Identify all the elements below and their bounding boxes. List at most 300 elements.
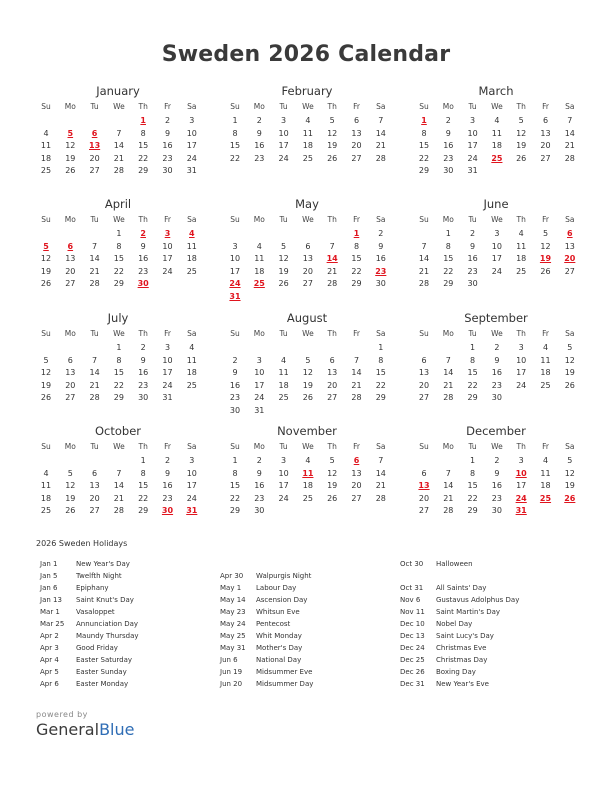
calendar-date: 19	[302, 380, 313, 390]
calendar-date: 15	[351, 254, 362, 263]
holiday-date-label: Jan 1	[40, 560, 58, 568]
week-row	[223, 241, 391, 253]
week-row	[223, 342, 391, 354]
holiday-date: 13	[89, 141, 101, 150]
calendar-date: 14	[375, 468, 386, 478]
calendar-date: 4	[189, 343, 195, 352]
calendar-date: 24	[467, 153, 478, 163]
calendar-date: 7	[353, 355, 360, 365]
calendar-date: 4	[256, 241, 262, 251]
calendar-date: 17	[229, 266, 241, 276]
holiday-name: All Saints' Day	[436, 584, 487, 592]
calendar-date: 23	[254, 153, 265, 163]
calendar-date: 18	[40, 153, 52, 163]
holiday-name: Christmas Day	[436, 656, 488, 664]
calendar-date: 18	[254, 266, 265, 276]
holiday-name: Midsummer Eve	[256, 668, 313, 676]
holiday-date: 6	[91, 128, 98, 138]
weekday-label: Tu	[279, 329, 288, 338]
calendar-date: 24	[162, 266, 173, 276]
calendar-date: 16	[162, 141, 173, 150]
calendar-date: 27	[418, 393, 430, 402]
weekday-label: Mo	[253, 329, 265, 338]
calendar-date: 26	[302, 393, 313, 402]
calendar-date: 9	[445, 128, 451, 138]
calendar-date: 23	[467, 266, 478, 276]
weekday-label: Th	[516, 215, 526, 224]
calendar-date: 10	[162, 241, 173, 251]
weekday-label: Mo	[442, 442, 454, 451]
calendar-date: 3	[281, 116, 287, 125]
weekday-label: We	[491, 102, 503, 111]
weekday-label: Su	[419, 215, 429, 224]
calendar-date: 5	[43, 355, 49, 365]
calendar-date: 7	[445, 468, 451, 478]
calendar-date: 26	[65, 506, 76, 515]
holiday-name: Nobel Day	[436, 620, 473, 628]
calendar-date: 31	[467, 166, 478, 175]
calendar-date: 3	[518, 343, 524, 352]
calendar-date: 18	[186, 254, 197, 263]
calendar-date: 9	[378, 241, 384, 251]
calendar-date: 20	[351, 481, 362, 490]
holiday-date: 23	[375, 266, 387, 276]
calendar-date: 15	[375, 368, 386, 377]
holiday-date-label: May 23	[220, 608, 246, 616]
week-row	[412, 140, 580, 152]
holiday-date: 20	[564, 254, 576, 263]
calendar-date: 5	[281, 241, 287, 251]
calendar-date: 22	[138, 153, 149, 163]
calendar-date: 26	[327, 153, 338, 163]
weekday-label: We	[302, 442, 314, 451]
month-name: January	[96, 84, 140, 98]
week-row	[412, 355, 580, 367]
calendar-date: 28	[327, 279, 338, 288]
week-row	[223, 380, 391, 392]
calendar-date: 27	[351, 153, 362, 163]
calendar-date: 21	[327, 266, 338, 276]
calendar-date: 3	[164, 343, 171, 352]
weekday-label: Th	[327, 442, 337, 451]
calendar-date: 14	[418, 254, 430, 263]
week-row	[34, 128, 202, 140]
week-row	[223, 480, 391, 492]
holiday-date: 1	[421, 116, 427, 125]
weekday-label: We	[302, 329, 314, 338]
calendar-date: 2	[445, 116, 451, 125]
calendar-date: 15	[138, 481, 149, 490]
calendar-date: 5	[329, 116, 335, 125]
calendar-date: 10	[278, 468, 289, 478]
weekday-label: Fr	[542, 442, 549, 451]
weekday-label: Sa	[565, 215, 575, 224]
weekday-label: We	[491, 442, 503, 451]
calendar-date: 28	[375, 153, 386, 163]
calendar-date: 14	[89, 254, 100, 263]
calendar-date: 13	[351, 128, 362, 138]
weekday-label: Sa	[565, 329, 575, 338]
calendar-date: 12	[516, 128, 527, 138]
calendar-date: 3	[518, 456, 524, 465]
calendar-date: 6	[305, 241, 311, 251]
calendar-date: 24	[278, 493, 289, 503]
powered-by-label: powered by	[36, 710, 88, 719]
holiday-date-label: Nov 6	[400, 596, 421, 604]
holiday-date-label: Jan 5	[40, 572, 58, 580]
calendar-date: 27	[564, 266, 575, 276]
weekday-label: Mo	[442, 102, 454, 111]
weekday-label: We	[491, 329, 503, 338]
holiday-name: Easter Saturday	[76, 656, 133, 664]
week-row	[223, 355, 391, 367]
weekday-label: Tu	[90, 215, 99, 224]
calendar-date: 17	[278, 481, 289, 490]
calendar-date: 25	[40, 506, 52, 515]
calendar-date: 9	[164, 468, 171, 478]
calendar-date: 7	[92, 355, 98, 365]
week-row	[34, 342, 202, 354]
calendar-date: 24	[186, 493, 197, 503]
month-name: August	[286, 311, 328, 325]
calendar-date: 12	[65, 481, 76, 490]
footer-branding	[36, 710, 134, 739]
calendar-date: 24	[491, 266, 502, 276]
calendar-date: 5	[329, 456, 335, 465]
holiday-date: 1	[140, 116, 146, 125]
week-row	[412, 342, 580, 354]
weekday-label: Fr	[164, 215, 171, 224]
holiday-date-label: Oct 31	[400, 584, 424, 592]
calendar-date: 9	[164, 128, 171, 138]
calendar-date: 3	[256, 355, 262, 365]
calendar-date: 20	[418, 493, 430, 503]
calendar-date: 27	[302, 279, 313, 288]
holiday-date-label: Dec 31	[400, 680, 425, 688]
week-row	[412, 380, 580, 392]
weekday-header-row	[223, 214, 391, 226]
calendar-date: 27	[65, 279, 76, 288]
calendar-date: 17	[162, 368, 173, 377]
calendar-date: 26	[540, 266, 551, 276]
calendar-date: 22	[229, 153, 241, 163]
weekday-label: Tu	[90, 102, 99, 111]
calendar-date: 6	[92, 468, 98, 478]
holiday-date-label: Jun 19	[220, 668, 243, 676]
weekday-header-row	[412, 214, 580, 226]
calendar-date: 1	[232, 456, 238, 465]
calendar-date: 8	[232, 468, 238, 478]
calendar-date: 29	[351, 279, 362, 288]
calendar-date: 1	[140, 456, 146, 465]
calendar-date: 31	[162, 393, 173, 402]
calendar-date: 23	[162, 493, 173, 503]
weekday-label: Mo	[442, 329, 454, 338]
calendar-date: 14	[113, 481, 124, 490]
calendar-date: 19	[516, 141, 527, 150]
weekday-label: Su	[419, 442, 429, 451]
calendar-date: 8	[353, 241, 360, 251]
calendar-date: 7	[378, 116, 384, 125]
weekday-label: Su	[41, 215, 51, 224]
calendar-date: 9	[232, 368, 238, 377]
weekday-label: We	[113, 102, 125, 111]
holiday-date-label: Jan 6	[40, 584, 58, 592]
weekday-header-row	[412, 328, 580, 340]
month-name: July	[107, 311, 129, 325]
calendar-date: 3	[470, 116, 476, 125]
week-row	[412, 480, 580, 492]
holiday-name: Whitsun Eve	[256, 608, 300, 616]
calendar-date: 18	[491, 141, 502, 150]
calendar-date: 20	[65, 266, 76, 276]
calendar-date: 12	[327, 128, 338, 138]
weekday-header-row	[223, 101, 391, 113]
holiday-name: Twelfth Night	[76, 572, 122, 580]
calendar-date: 28	[443, 506, 454, 515]
calendar-date: 10	[162, 355, 173, 365]
calendar-date: 10	[467, 128, 478, 138]
calendar-date: 29	[467, 506, 478, 515]
calendar-date: 1	[116, 343, 122, 352]
weekday-label: Tu	[468, 102, 477, 111]
week-row	[223, 367, 391, 379]
holiday-date: 25	[491, 153, 503, 163]
holiday-date: 19	[539, 254, 552, 263]
calendar-date: 21	[375, 141, 386, 150]
weekday-label: Su	[41, 442, 51, 451]
calendar-date: 16	[138, 368, 149, 377]
calendar-date: 12	[40, 254, 52, 263]
month-name: September	[464, 311, 528, 325]
calendar-date: 13	[540, 128, 551, 138]
calendar-date: 20	[327, 380, 338, 390]
weekday-label: Fr	[542, 102, 549, 111]
calendar-date: 19	[564, 368, 575, 377]
holiday-name: Vasaloppet	[76, 608, 115, 616]
page-title: Sweden 2026 Calendar	[161, 42, 451, 67]
calendar-date: 26	[327, 493, 338, 503]
week-row	[412, 266, 580, 278]
calendar-date: 21	[418, 266, 430, 276]
calendar-date: 2	[256, 116, 262, 125]
calendar-date: 13	[327, 368, 338, 377]
calendar-date: 13	[418, 368, 430, 377]
calendar-date: 12	[327, 468, 338, 478]
holiday-name: Saint Martin's Day	[436, 608, 501, 616]
calendar-date: 22	[351, 266, 362, 276]
calendar-date: 28	[564, 153, 575, 163]
weekday-label: We	[113, 442, 125, 451]
week-row	[34, 165, 202, 177]
calendar-date: 23	[229, 393, 241, 402]
calendar-date: 23	[138, 266, 149, 276]
holiday-name: New Year's Eve	[436, 680, 489, 688]
weekday-label: Su	[419, 102, 429, 111]
month-name: May	[295, 197, 319, 211]
calendar-date: 19	[327, 481, 338, 490]
calendar-date: 23	[491, 493, 502, 503]
calendar-date: 22	[113, 380, 124, 390]
calendar-date: 18	[186, 368, 197, 377]
weekday-label: Sa	[376, 215, 386, 224]
calendar-date: 27	[65, 393, 76, 402]
calendar-date: 1	[470, 343, 476, 352]
holiday-name: Easter Sunday	[76, 668, 127, 676]
calendar-date: 23	[162, 153, 173, 163]
calendar-date: 16	[443, 141, 454, 150]
calendar-date: 20	[89, 493, 100, 503]
calendar-date: 5	[518, 116, 524, 125]
week-row	[34, 278, 202, 290]
calendar-date: 9	[470, 241, 476, 251]
calendar-date: 8	[116, 241, 122, 251]
calendar-date: 18	[516, 254, 527, 263]
calendar-date: 22	[467, 380, 478, 390]
weekday-label: Sa	[187, 329, 197, 338]
calendar-date: 29	[467, 393, 478, 402]
calendar-date: 29	[113, 279, 124, 288]
calendar-date: 16	[491, 481, 502, 490]
month-name: November	[277, 424, 337, 438]
calendar-date: 11	[186, 241, 197, 251]
calendar-date: 19	[564, 481, 575, 490]
calendar-date: 18	[40, 493, 52, 503]
holiday-date-label: Apr 4	[40, 656, 59, 664]
holiday-date: 11	[302, 468, 314, 478]
calendar-date: 7	[92, 241, 98, 251]
calendar-date: 28	[113, 166, 124, 175]
calendar-date: 4	[494, 116, 500, 125]
holiday-date-label: Jun 6	[220, 656, 238, 664]
calendar-date: 13	[89, 481, 100, 490]
calendar-date: 4	[43, 128, 49, 138]
week-row	[412, 505, 580, 517]
calendar-date: 7	[567, 116, 573, 125]
calendar-date: 18	[278, 380, 289, 390]
calendar-date: 8	[232, 128, 238, 138]
weekday-label: Fr	[542, 215, 549, 224]
calendar-date: 2	[378, 229, 384, 238]
calendar-date: 10	[186, 128, 197, 138]
calendar-date: 9	[140, 355, 146, 365]
weekday-label: Su	[41, 329, 51, 338]
calendar-date: 22	[229, 493, 241, 503]
weekday-label: Fr	[353, 329, 360, 338]
holiday-date: 1	[353, 229, 360, 238]
week-row	[34, 228, 202, 240]
calendar-date: 5	[567, 343, 573, 352]
calendar-date: 13	[65, 368, 76, 377]
brand-logo	[36, 720, 134, 739]
calendar-date: 22	[467, 493, 478, 503]
calendar-date: 28	[351, 393, 362, 402]
calendar-date: 10	[278, 128, 289, 138]
calendar-date: 24	[186, 153, 197, 163]
calendar-date: 29	[375, 393, 386, 402]
month-name: February	[281, 84, 333, 98]
week-row	[34, 355, 202, 367]
calendar-date: 25	[278, 393, 289, 402]
weekday-label: Sa	[565, 442, 575, 451]
calendar-date: 29	[229, 506, 241, 515]
holiday-name: Halloween	[436, 560, 473, 568]
holiday-name: Gustavus Adolphus Day	[436, 596, 520, 604]
week-row	[412, 278, 580, 290]
holiday-name: Maundy Thursday	[76, 632, 139, 640]
calendar-date: 15	[467, 481, 478, 490]
week-row	[412, 153, 580, 165]
holiday-name: National Day	[256, 656, 302, 664]
brand-blue: Blue	[99, 720, 135, 739]
holiday-date: 31	[515, 506, 527, 515]
calendar-date: 15	[418, 141, 430, 150]
calendar-date: 16	[162, 481, 173, 490]
weekday-label: Th	[327, 329, 337, 338]
week-row	[412, 392, 580, 404]
calendar-date: 19	[327, 141, 338, 150]
calendar-date: 11	[491, 128, 502, 138]
calendar-date: 27	[89, 166, 100, 175]
holiday-name: New Year's Day	[76, 560, 130, 568]
calendar-date: 5	[542, 229, 549, 238]
holiday-date: 6	[567, 229, 573, 238]
calendar-date: 16	[491, 368, 502, 377]
calendar-date: 23	[138, 380, 149, 390]
calendar-date: 17	[278, 141, 289, 150]
weekday-header-row	[412, 441, 580, 453]
calendar-date: 14	[443, 368, 454, 377]
calendar-date: 4	[305, 116, 311, 125]
calendar-date: 7	[378, 456, 384, 465]
calendar-date: 11	[40, 141, 52, 150]
calendar-date: 30	[491, 393, 502, 402]
holiday-date-label: Dec 13	[400, 632, 425, 640]
holiday-name: Saint Lucy's Day	[436, 632, 494, 640]
calendar-date: 25	[40, 166, 52, 175]
calendar-date: 19	[40, 266, 52, 276]
calendar-date: 22	[443, 266, 454, 276]
calendar-date: 3	[189, 116, 195, 125]
week-row	[34, 455, 202, 467]
calendar-date: 1	[378, 343, 384, 352]
weekday-label: Th	[516, 442, 526, 451]
weekday-label: Fr	[164, 329, 171, 338]
holiday-date-label: May 25	[220, 632, 246, 640]
calendar-date: 18	[540, 481, 551, 490]
weekday-label: Su	[41, 102, 51, 111]
calendar-date: 25	[302, 153, 313, 163]
weekday-label: Mo	[442, 215, 454, 224]
weekday-label: Fr	[542, 329, 549, 338]
calendar-date: 20	[540, 141, 551, 150]
week-row	[412, 228, 580, 240]
weekday-label: Tu	[279, 442, 288, 451]
calendar-date: 26	[65, 166, 76, 175]
calendar-date: 29	[418, 166, 430, 175]
weekday-label: We	[491, 215, 503, 224]
weekday-label: Th	[516, 102, 526, 111]
calendar-date: 3	[189, 456, 195, 465]
calendar-date: 15	[229, 141, 241, 150]
weekday-header-row	[223, 328, 391, 340]
calendar-date: 7	[329, 241, 335, 251]
weekday-label: Sa	[187, 102, 197, 111]
calendar-date: 7	[421, 241, 427, 251]
week-row	[223, 140, 391, 152]
week-row	[223, 115, 391, 127]
calendar-date: 21	[89, 380, 100, 390]
